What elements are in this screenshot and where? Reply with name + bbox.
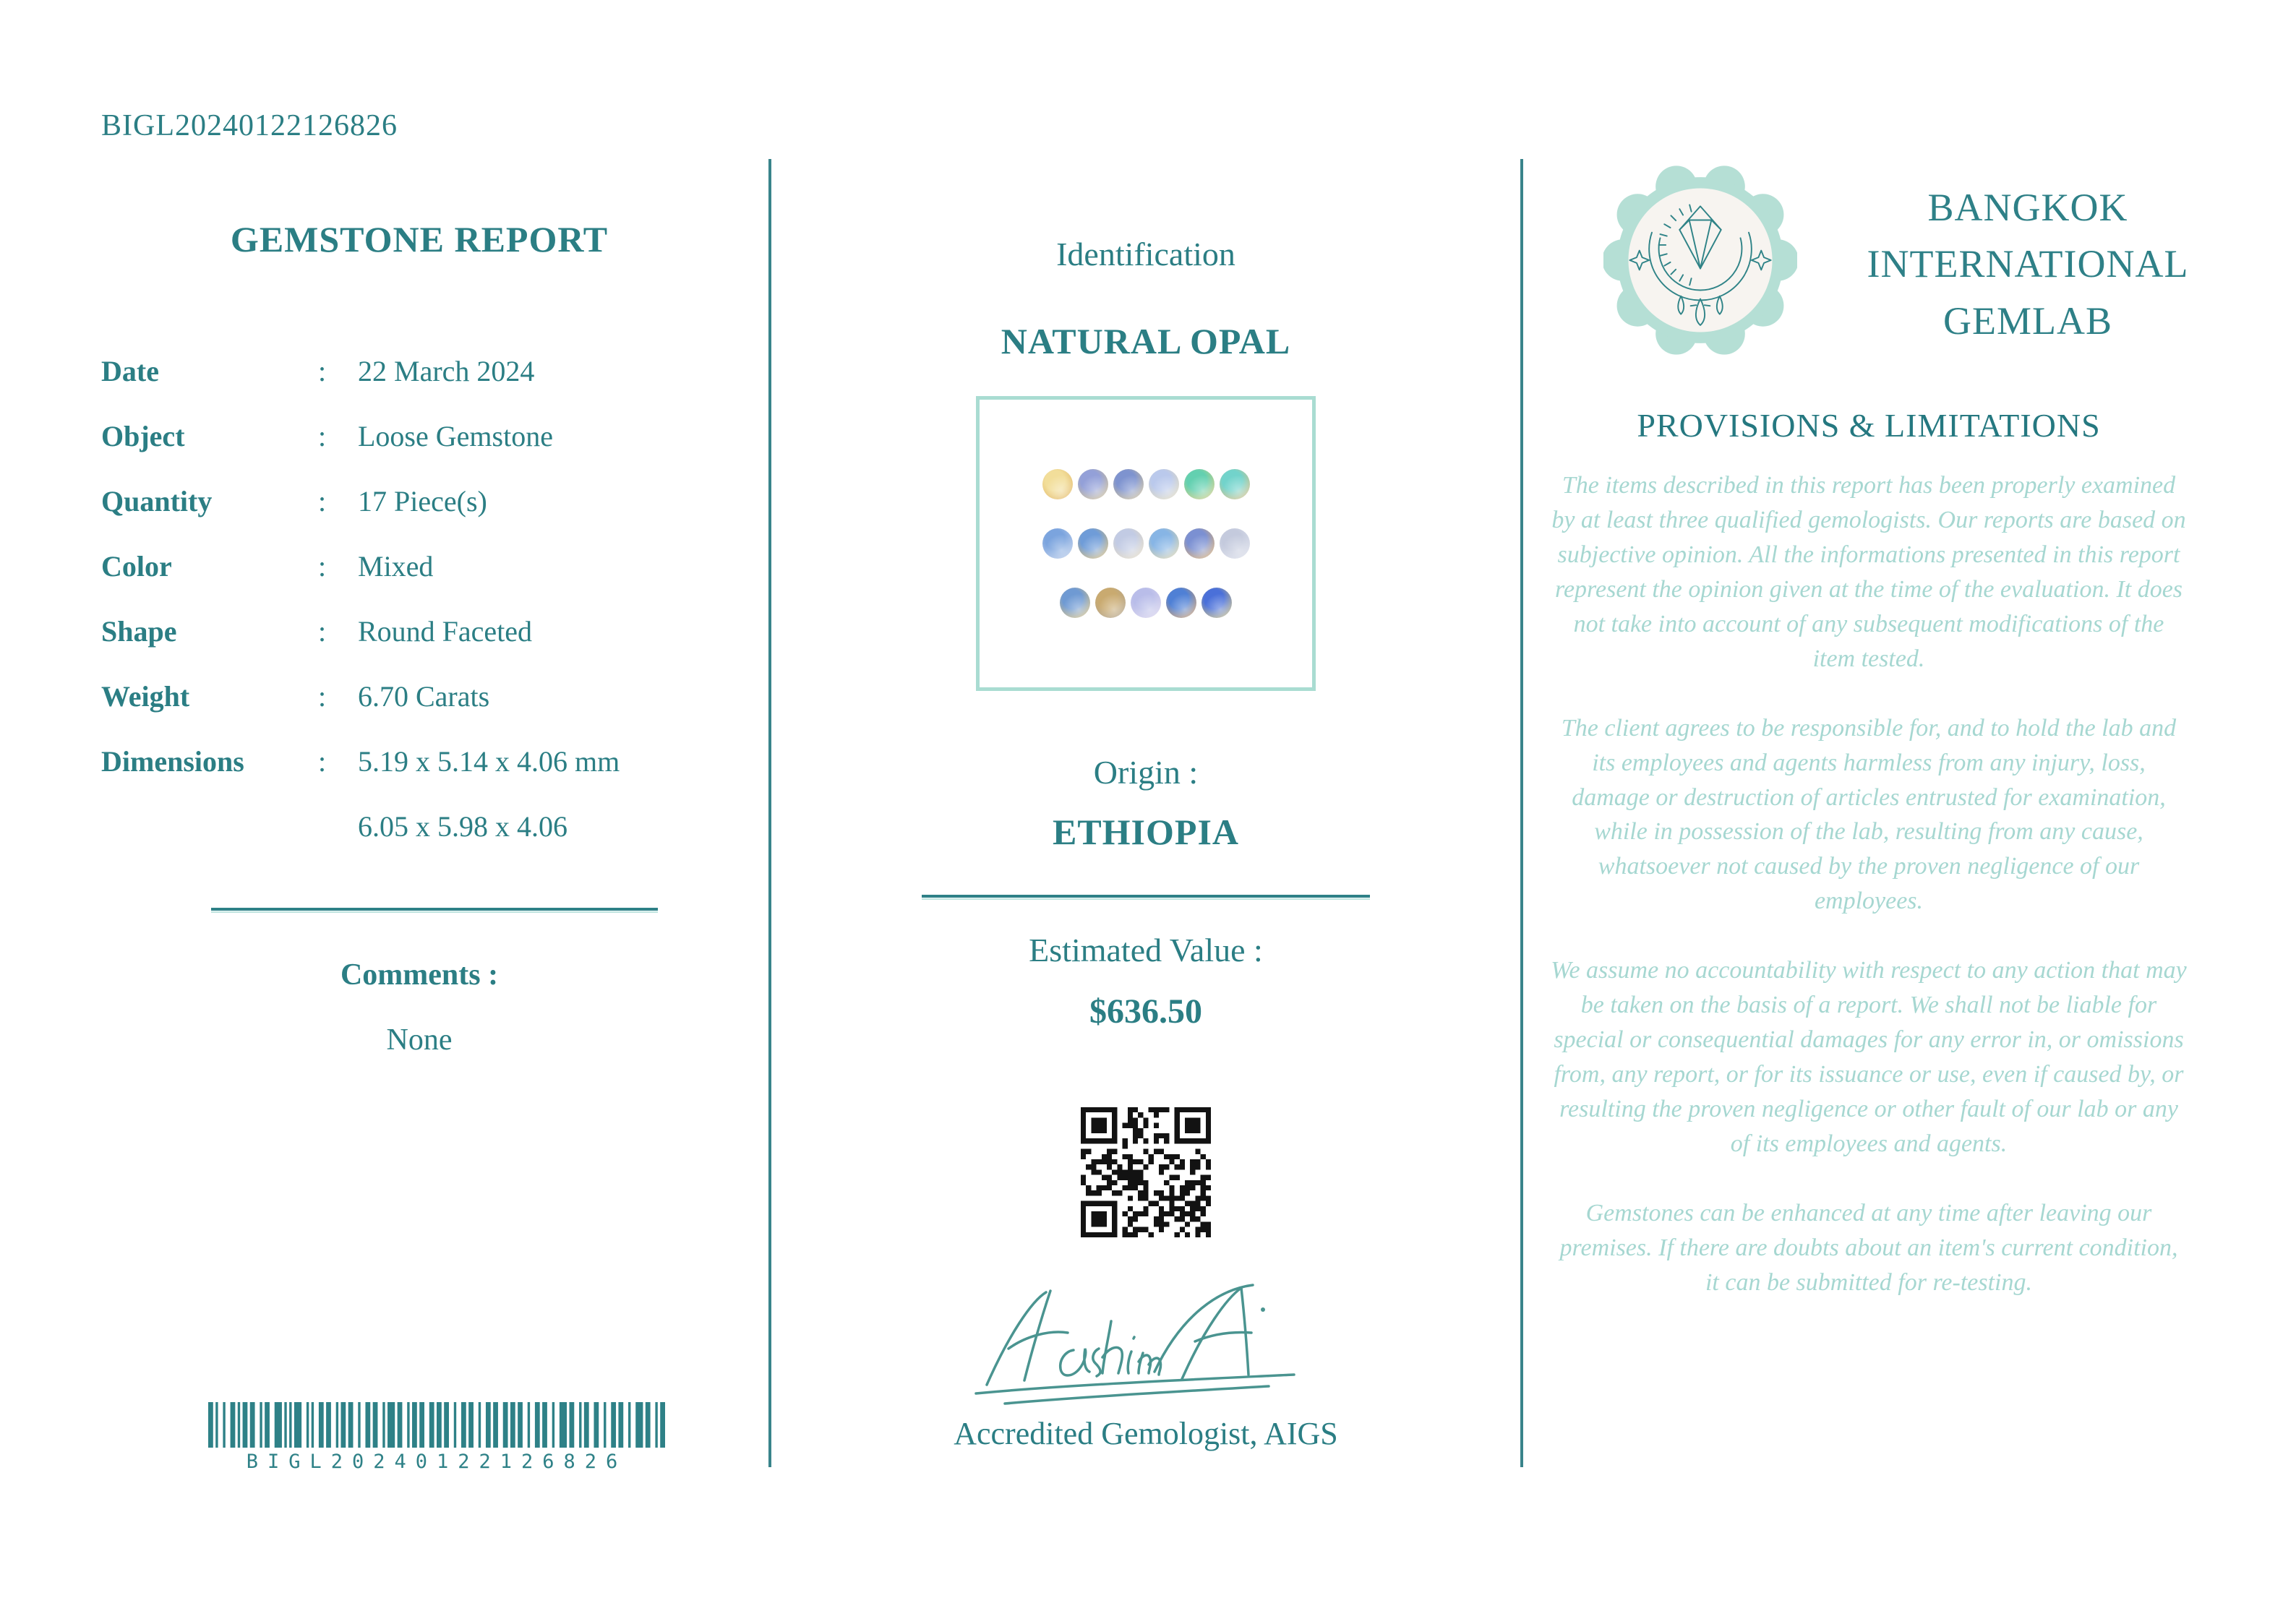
detail-colon: : xyxy=(318,549,327,583)
detail-value: 6.05 x 5.98 x 4.06 xyxy=(358,809,567,843)
provisions-text xyxy=(1551,468,2187,1335)
detail-colon: : xyxy=(318,484,327,517)
detail-value: 17 Piece(s) xyxy=(358,484,487,517)
detail-label: Quantity xyxy=(101,484,213,517)
barcode-text: BIGL20240122126826 xyxy=(246,1451,627,1473)
gemologist-title: Accredited Gemologist, AIGS xyxy=(954,1416,1338,1451)
detail-row xyxy=(101,403,766,468)
gem-stone xyxy=(1113,528,1144,559)
detail-label: Weight xyxy=(101,679,190,713)
detail-label: Dimensions xyxy=(101,744,244,778)
detail-colon: : xyxy=(318,419,327,452)
gem-stone xyxy=(1184,528,1215,559)
report-number: BIGL20240122126826 xyxy=(101,109,398,142)
detail-value: Round Faceted xyxy=(358,614,533,648)
detail-value: 6.70 Carats xyxy=(358,679,490,713)
provisions-paragraph: We assume no accountability with respect to any action that may be taken on the basis of a report. We shall not be liable for special or consequential damages for any error in, or omissions from, any report, or for its issuance or use, even if caused by, or resulting the proven negligence or other fault of our lab or any of its employees and agents. xyxy=(1551,957,2187,1157)
gem-stone xyxy=(1220,528,1250,559)
comments-label: Comments : xyxy=(340,958,499,992)
estimated-value: $636.50 xyxy=(1089,992,1202,1031)
detail-row xyxy=(101,598,766,663)
gem-stone xyxy=(1166,588,1196,618)
gem-stone xyxy=(1078,528,1108,559)
detail-label: Shape xyxy=(101,614,177,648)
detail-label: Color xyxy=(101,549,172,583)
detail-value: Mixed xyxy=(358,549,434,583)
lab-name-line: INTERNATIONAL xyxy=(1867,242,2189,286)
lab-logo-icon xyxy=(1603,163,1797,357)
gemologist-signature xyxy=(961,1263,1330,1415)
gem-stone xyxy=(1042,528,1073,559)
gem-stone xyxy=(1060,588,1090,618)
gem-stone xyxy=(1113,469,1144,499)
detail-colon: : xyxy=(318,679,327,713)
detail-value: 22 March 2024 xyxy=(358,354,535,387)
detail-label: Object xyxy=(101,419,185,452)
gem-stone xyxy=(1149,528,1179,559)
gem-stone xyxy=(1184,469,1215,499)
detail-row xyxy=(101,663,766,729)
identification-label: Identification xyxy=(1056,236,1235,272)
detail-label: Date xyxy=(101,354,159,387)
origin-label: Origin : xyxy=(1093,754,1199,791)
provisions-paragraph: The items described in this report has been properly examined by at least three qualified gemologists. Our reports are based on subjective opinion. All the informations presented in this report represent the opinion given at the time of the evaluation. It does not take into account of any subsequent modifications of the item tested. xyxy=(1551,472,2186,672)
barcode-bars xyxy=(208,1402,665,1448)
provisions-paragraph: The client agrees to be responsible for, and to hold the lab and its employees and agents harmless from any injury, loss, damage or destruction of articles entrusted for examination, while in possession of the lab, resulting from any cause, whatsoever not caused by the proven negligence of our employees. xyxy=(1561,714,2177,915)
detail-value: 5.19 x 5.14 x 4.06 mm xyxy=(358,744,620,778)
gem-photo-row xyxy=(980,469,1312,499)
gem-stone xyxy=(1042,469,1073,499)
value-divider xyxy=(922,895,1370,900)
gem-photo-row xyxy=(980,588,1312,618)
provisions-title: PROVISIONS & LIMITATIONS xyxy=(1637,407,2101,444)
gem-stone xyxy=(1095,588,1126,618)
detail-row xyxy=(101,338,766,403)
provisions-paragraph: Gemstones can be enhanced at any time after leaving our premises. If there are doubts about an item's current condition, it can be submitted for re-testing. xyxy=(1559,1199,2178,1296)
page-title: GEMSTONE REPORT xyxy=(230,219,609,259)
comments-divider xyxy=(211,908,658,913)
detail-row xyxy=(101,533,766,598)
origin-value: ETHIOPIA xyxy=(1052,812,1240,852)
detail-value: Loose Gemstone xyxy=(358,419,553,452)
qr-code xyxy=(1081,1107,1211,1237)
gem-stone xyxy=(1149,469,1179,499)
gem-stone xyxy=(1220,469,1250,499)
barcode xyxy=(208,1402,665,1473)
lab-name-line: GEMLAB xyxy=(1943,298,2112,343)
species-name: NATURAL OPAL xyxy=(1001,321,1291,361)
gemstone-photo xyxy=(976,396,1316,691)
comments-value: None xyxy=(386,1023,453,1057)
gem-stone xyxy=(1078,469,1108,499)
detail-colon: : xyxy=(318,614,327,648)
gem-stone xyxy=(1131,588,1161,618)
estimated-value-label: Estimated Value : xyxy=(1029,932,1263,968)
detail-row xyxy=(101,468,766,533)
lab-name-line: BANGKOK xyxy=(1927,186,2128,229)
gem-stone xyxy=(1201,588,1232,618)
report-details-table xyxy=(101,338,766,859)
lab-name xyxy=(1840,179,2216,349)
detail-row xyxy=(101,794,766,859)
detail-row xyxy=(101,729,766,794)
detail-colon: : xyxy=(318,354,327,387)
gem-photo-row xyxy=(980,528,1312,559)
detail-colon: : xyxy=(318,744,327,778)
